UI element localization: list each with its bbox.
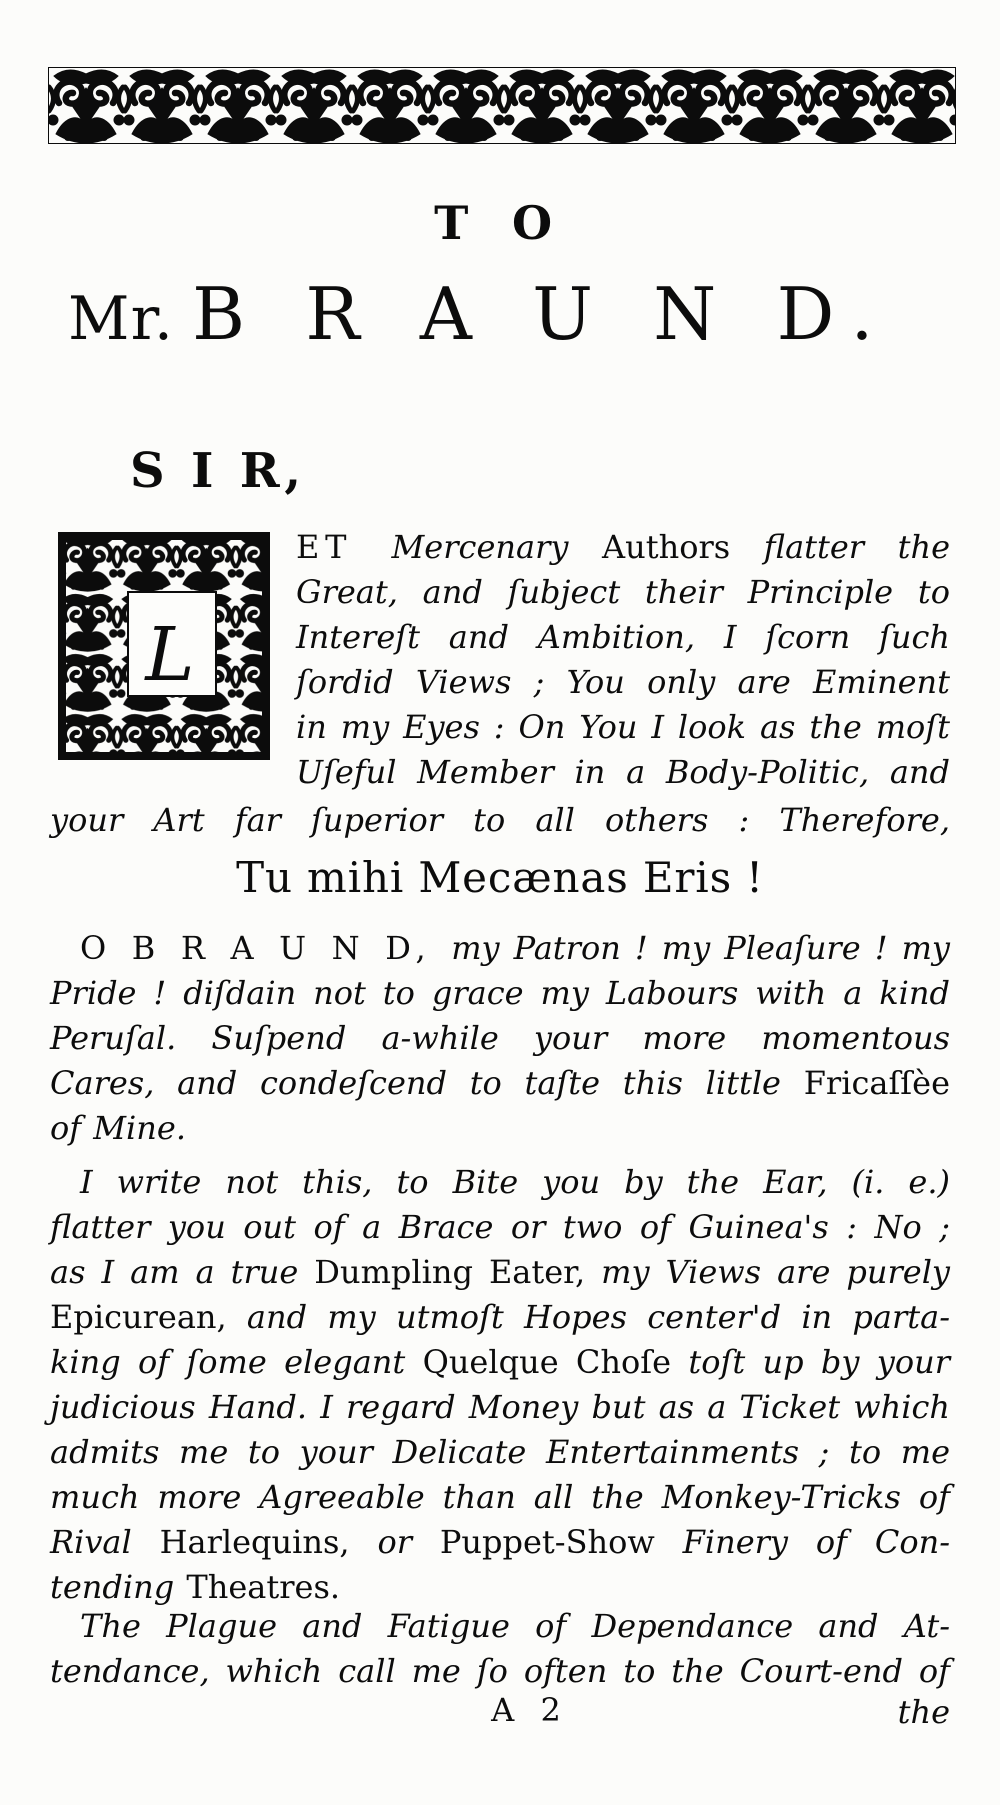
paragraph-opening [296,525,950,795]
fleuron-band-graphic [48,67,956,144]
dedication-to-heading: T O [434,196,566,250]
text-segment: Fricaſſèe [803,1064,950,1102]
text-segment: Great, and ſubject their Principle to [296,573,950,611]
dedication-name-heading [50,272,950,356]
decorated-initial-graphic [58,532,270,760]
text-segment: The Plague and Fatigue of Dependance and At- [80,1607,950,1645]
text-line [50,798,950,843]
signature-mark: A 2 [491,1691,569,1729]
paragraph-dumpling [50,1160,950,1610]
name-prefix: Mr. [67,284,175,354]
text-line [50,1205,950,1250]
text-line [296,705,950,750]
text-segment: Authors [602,528,764,566]
text-line [296,660,950,705]
text-segment: flatter the [763,528,951,566]
text-line [50,1160,950,1205]
text-segment: Peruſal. Suſpend a-while your more momentous [50,1019,950,1057]
text-segment: tendance, which call me ſo often to the Court-end of [50,1652,950,1690]
text-segment: judicious Hand. I regard Money but as a Ticket which [50,1388,950,1426]
paragraph-braund [50,926,950,1151]
text-segment: in my Eyes : On You I look as the moſt [296,708,950,746]
text-line [296,525,950,570]
text-segment: your Art far ſuperior to all others : Therefore, [50,801,950,839]
text-segment: Finery of Con- [654,1523,951,1561]
catchword: the [897,1693,950,1731]
text-segment: Pride ! diſdain not to grace my Labours with a kind [50,974,950,1012]
text-segment: tending [50,1568,187,1606]
text-segment: I write not this, to Bite you by the Ear, (i. e.) [80,1163,950,1201]
text-line [50,1475,950,1520]
text-line [296,570,950,615]
text-line [50,971,950,1016]
text-segment: Quelque Choſe [422,1343,672,1381]
latin-motto: Tu mihi Mecænas Eris ! [236,853,764,902]
text-segment: Theatres. [186,1568,341,1606]
text-line [296,750,950,795]
text-line [50,1385,950,1430]
text-segment: admits me to your Delicate Entertainments ; to me [50,1433,950,1471]
text-line [50,1604,950,1649]
text-line [50,1016,950,1061]
text-segment: my Patron ! my Pleaſure ! my [451,929,950,967]
paragraph-opening-continued [50,798,950,843]
text-segment: toſt up by your [671,1343,951,1381]
text-segment: much more Agreeable than all the Monkey-Tricks of [50,1478,950,1516]
text-segment: ET [296,528,392,566]
text-line [50,926,950,971]
text-segment: Puppet-Show [439,1523,655,1561]
text-segment: Cares, and condeſcend to taſte this little [50,1064,804,1102]
signature-catchword-line [50,1688,950,1734]
text-segment: Harlequins, [159,1523,350,1561]
text-segment: king of ſome elegant [50,1343,423,1381]
text-segment: Epicurean, [50,1298,227,1336]
text-line [50,1250,950,1295]
text-segment: O B R A U N D, [80,929,452,967]
headpiece-fleuron-ornament [48,67,956,144]
text-segment: Intereſt and Ambition, I ſcorn ſuch [296,618,950,656]
text-segment: flatter you out of a Brace or two of Guinea's : No ; [50,1208,950,1246]
text-segment: ſordid Views ; You only are Eminent [296,663,950,701]
text-segment: Mercenary [391,528,602,566]
decorated-initial-block [58,532,270,760]
text-segment: Rival [50,1523,160,1561]
text-line [50,1340,950,1385]
dropcap-letter: L [145,612,195,698]
text-segment: Uſeful Member in a Body-Politic, and [296,753,950,791]
text-segment: Dumpling Eater, [314,1253,586,1291]
text-segment: and my utmoſt Hopes center'd in parta- [226,1298,950,1336]
text-segment: my Views are purely [585,1253,951,1291]
text-segment: as I am a true [50,1253,315,1291]
salutation: S I R, [130,443,306,499]
name-surname: B R A U N D. [192,272,893,356]
text-line [50,1295,950,1340]
text-line [50,1061,950,1106]
text-segment: of Mine. [50,1109,186,1147]
text-segment: or [349,1523,440,1561]
text-line [50,1520,950,1565]
text-line [50,1106,950,1151]
text-line [296,615,950,660]
paragraph-plague [50,1604,950,1694]
text-line [50,1430,950,1475]
